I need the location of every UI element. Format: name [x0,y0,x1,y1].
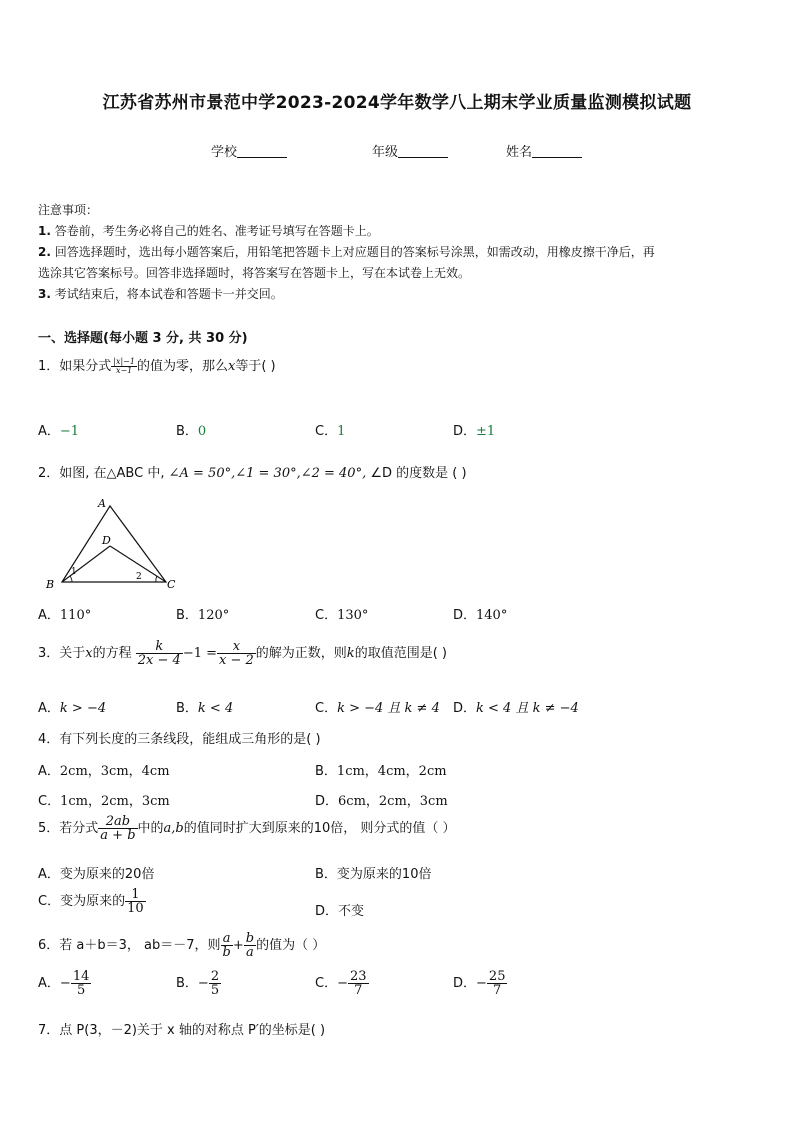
grade-label: 年级 [372,145,399,160]
question-6: 6．若 a＋b＝3， ab＝－7，则 $\frac{a}{b}$ + $\frac{b}{a}$ 的值为（ ） [38,931,326,960]
q5-option-a[interactable]: A．变为原来的20倍 [38,867,155,882]
triangle-figure [44,496,184,592]
q6-fraction-b: $\frac{b}{a}$ [245,931,255,960]
name-field [506,141,582,160]
notice-heading: 注意事项： [38,203,99,217]
q4-option-b[interactable]: B．1cm，4cm，2cm [315,764,447,779]
q5-option-c-fraction: $\frac{1}{10}$ [127,887,144,916]
q5-option-d[interactable]: D．不变 [315,904,365,919]
q6-option-b[interactable]: B．− $\frac{2}{5}$ [176,969,220,998]
q6-option-d[interactable]: D．− $\frac{25}{7}$ [453,969,506,998]
q6-option-b-fraction: $\frac{2}{5}$ [210,969,220,998]
q1-option-a[interactable]: A．−1 [38,424,80,439]
q2-option-a[interactable]: A．110° [38,608,92,623]
q4-option-d[interactable]: D．6cm，2cm，3cm [315,794,448,809]
q5-option-b[interactable]: B．变为原来的10倍 [315,867,432,882]
notice-item: 3. 考试结束后，将本试卷和答题卡一并交回。 [38,287,283,301]
notice-item: 2. 回答选择题时，选出每小题答案后，用铅笔把答题卡上对应题目的答案标号涂黑，如需改动，用橡皮擦干净后，再 [38,245,655,259]
grade-field [372,141,448,160]
exam-title: 江苏省苏州市景范中学2023-2024学年数学八上期末学业质量监测模拟试题 [102,93,692,113]
q6-option-a[interactable]: A．− $\frac{14}{5}$ [38,969,90,998]
question-3: 3．关于x的方程 $\frac{k}{2x - 4}$ −1 = $\frac{x}{x - 2}$ 的解为正数，则k的取值范围是( ) [38,639,447,668]
q3-fraction-1: $\frac{k}{2x - 4}$ [137,639,181,668]
label-angle-1: 1 [71,567,77,577]
q2-option-d[interactable]: D．140° [453,608,508,623]
q2-option-b[interactable]: B．120° [176,608,230,623]
school-field [211,141,287,160]
question-2: 2．如图, 在△ABC 中, ∠A = 50°,∠1 = 30°,∠2 = 40°, ∠D 的度数是 ( ) [38,466,467,481]
q4-option-a[interactable]: A．2cm，3cm，4cm [38,764,170,779]
q1-option-b[interactable]: B．0 [176,424,207,439]
section-heading: 一、选择题(每小题 3 分, 共 30 分) [38,331,248,346]
label-c: C [167,578,176,591]
notice-item: 选涂其它答案标号。回答非选择题时，将答案写在答题卡上，写在本试卷上无效。 [38,266,471,280]
q1-option-d[interactable]: D．±1 [453,424,496,439]
question-5: 5．若分式 $\frac{2ab}{a + b}$ 中的a,b的值同时扩大到原来的10倍， 则分式的值（ ） [38,814,456,843]
q6-option-c[interactable]: C．− $\frac{23}{7}$ [315,969,367,998]
label-a: A [98,497,106,510]
label-b: B [46,578,55,591]
q5-option-c[interactable]: C．变为原来的 $\frac{1}{10}$ [38,887,144,916]
label-angle-2: 2 [136,572,142,582]
q6-fraction-a: $\frac{a}{b}$ [222,931,231,960]
question-1: 1．如果分式 $\frac{|x|-1}{x-1}$ 的值为零，那么x等于( ) [38,357,276,375]
name-blank [532,145,582,158]
question-7: 7．点 P(3，－2)关于 x 轴的对称点 P′的坐标是( ) [38,1023,326,1038]
q4-option-c[interactable]: C．1cm，2cm，3cm [38,794,170,809]
name-label: 姓名 [506,145,533,160]
q6-option-d-fraction: $\frac{25}{7}$ [488,969,506,998]
q3-option-c[interactable]: C．k > −4 且 k ≠ 4 [315,701,440,716]
notice-item: 1. 答卷前，考生务必将自己的姓名、准考证号填写在答题卡上。 [38,224,379,238]
q1-fraction: $\frac{|x|-1}{x-1}$ [113,357,135,375]
label-d: D [102,534,111,547]
q3-option-a[interactable]: A．k > −4 [38,701,107,716]
q3-fraction-2: $\frac{x}{x - 2}$ [219,639,254,668]
q2-option-c[interactable]: C．130° [315,608,369,623]
school-label: 学校 [211,145,238,160]
q6-option-a-fraction: $\frac{14}{5}$ [72,969,90,998]
grade-blank [398,145,448,158]
q3-option-b[interactable]: B．k < 4 [176,701,234,716]
q3-option-d[interactable]: D．k < 4 且 k ≠ −4 [453,701,579,716]
q1-option-c[interactable]: C．1 [315,424,346,439]
question-4: 4．有下列长度的三条线段，能组成三角形的是( ) [38,732,321,747]
school-blank [237,145,287,158]
notice-block [38,200,768,305]
q5-fraction: $\frac{2ab}{a + b}$ [100,814,136,843]
q6-option-c-fraction: $\frac{23}{7}$ [349,969,367,998]
